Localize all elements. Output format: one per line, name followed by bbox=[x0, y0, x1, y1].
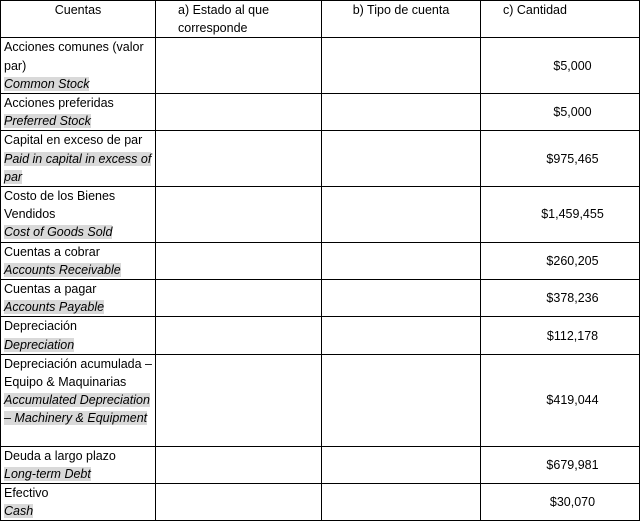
header-tipo: b) Tipo de cuenta bbox=[322, 1, 481, 38]
estado-cell[interactable] bbox=[156, 446, 322, 483]
account-cell bbox=[1, 280, 156, 317]
tipo-cell[interactable] bbox=[322, 317, 481, 354]
header-estado: a) Estado al que corresponde bbox=[156, 1, 322, 38]
tipo-cell[interactable] bbox=[322, 38, 481, 94]
account-name-en: Long-term Debt bbox=[4, 466, 91, 481]
account-name-es: Efectivo bbox=[4, 486, 49, 501]
header-row bbox=[1, 1, 640, 38]
estado-cell[interactable] bbox=[156, 354, 322, 446]
account-cell bbox=[1, 187, 156, 243]
tipo-cell[interactable] bbox=[322, 354, 481, 446]
table-row bbox=[1, 242, 640, 279]
amount-cell: $112,178 bbox=[481, 317, 640, 354]
account-cell bbox=[1, 131, 156, 187]
account-name-en: Depreciation bbox=[4, 337, 75, 352]
account-cell bbox=[1, 317, 156, 354]
tipo-cell[interactable] bbox=[322, 446, 481, 483]
account-name-es: Acciones comunes (valor par) bbox=[4, 40, 144, 73]
amount-cell: $5,000 bbox=[481, 94, 640, 131]
tipo-cell[interactable] bbox=[322, 187, 481, 243]
tipo-cell[interactable] bbox=[322, 484, 481, 521]
account-name-en: Cash bbox=[4, 504, 34, 519]
tipo-cell[interactable] bbox=[322, 280, 481, 317]
account-name-es: Deuda a largo plazo bbox=[4, 448, 116, 463]
account-cell bbox=[1, 94, 156, 131]
amount-cell: $5,000 bbox=[481, 38, 640, 94]
amount-cell: $419,044 bbox=[481, 354, 640, 446]
account-name-es: Capital en exceso de par bbox=[4, 133, 143, 148]
header-cuentas: Cuentas bbox=[1, 1, 156, 38]
account-name-en: Accounts Receivable bbox=[4, 262, 121, 277]
account-name-en: Accumulated Depreciation – Machinery & Equipment bbox=[4, 393, 150, 426]
account-name-en: Cost of Goods Sold bbox=[4, 225, 113, 240]
tipo-cell[interactable] bbox=[322, 131, 481, 187]
estado-cell[interactable] bbox=[156, 131, 322, 187]
amount-cell: $679,981 bbox=[481, 446, 640, 483]
tipo-cell[interactable] bbox=[322, 242, 481, 279]
estado-cell[interactable] bbox=[156, 94, 322, 131]
table-row bbox=[1, 446, 640, 483]
table-row bbox=[1, 354, 640, 446]
account-name-en: Common Stock bbox=[4, 76, 90, 91]
table-row bbox=[1, 187, 640, 243]
header-cantidad: c) Cantidad bbox=[481, 1, 640, 38]
amount-cell: $30,070 bbox=[481, 484, 640, 521]
estado-cell[interactable] bbox=[156, 317, 322, 354]
estado-cell[interactable] bbox=[156, 484, 322, 521]
account-cell bbox=[1, 38, 156, 94]
amount-cell: $378,236 bbox=[481, 280, 640, 317]
table-row bbox=[1, 317, 640, 354]
account-name-es: Depreciación bbox=[4, 319, 77, 334]
amount-cell: $1,459,455 bbox=[481, 187, 640, 243]
amount-cell: $975,465 bbox=[481, 131, 640, 187]
table-row bbox=[1, 131, 640, 187]
account-cell bbox=[1, 242, 156, 279]
estado-cell[interactable] bbox=[156, 187, 322, 243]
account-name-es: Cuentas a pagar bbox=[4, 282, 97, 297]
account-name-en: Preferred Stock bbox=[4, 114, 91, 129]
table-row bbox=[1, 94, 640, 131]
estado-cell[interactable] bbox=[156, 280, 322, 317]
account-name-es: Depreciación acumulada – Equipo & Maquinarias bbox=[4, 356, 153, 390]
account-name-en: Paid in capital in excess of par bbox=[4, 151, 152, 184]
account-name-es: Cuentas a cobrar bbox=[4, 244, 100, 259]
estado-cell[interactable] bbox=[156, 242, 322, 279]
account-cell bbox=[1, 484, 156, 521]
tipo-cell[interactable] bbox=[322, 94, 481, 131]
account-name-es: Acciones preferidas bbox=[4, 96, 114, 111]
account-cell bbox=[1, 446, 156, 483]
estado-cell[interactable] bbox=[156, 38, 322, 94]
table-row bbox=[1, 38, 640, 94]
account-name-en: Accounts Payable bbox=[4, 300, 105, 315]
account-cell bbox=[1, 354, 156, 446]
amount-cell: $260,205 bbox=[481, 242, 640, 279]
table-row bbox=[1, 280, 640, 317]
table-row bbox=[1, 484, 640, 521]
account-name-es: Costo de los Bienes Vendidos bbox=[4, 189, 116, 222]
